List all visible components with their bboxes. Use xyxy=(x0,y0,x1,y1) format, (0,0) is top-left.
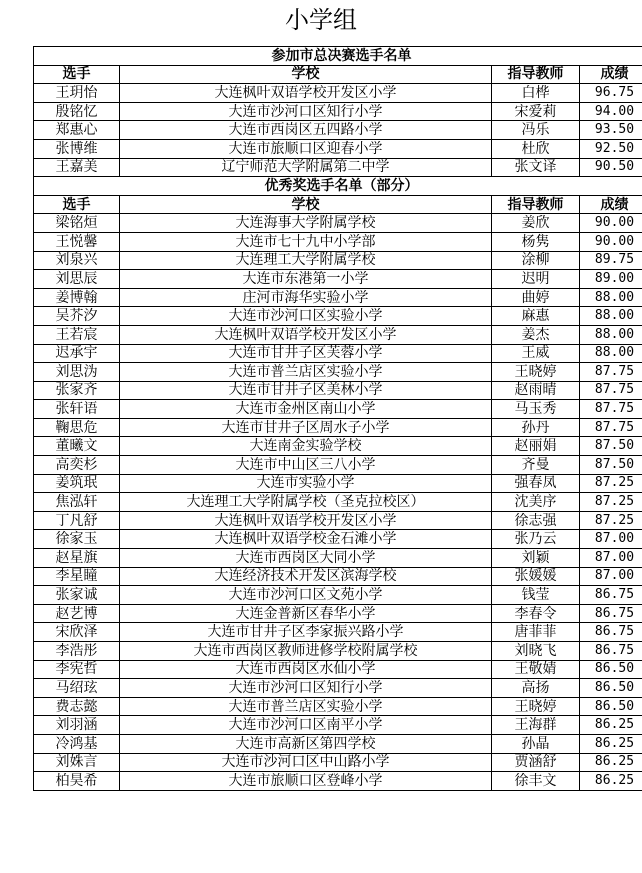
cell-score: 94.00 xyxy=(580,102,642,121)
table-row xyxy=(34,697,642,716)
cell-school: 大连市金州区南山小学 xyxy=(120,400,492,419)
cell-name: 王嘉美 xyxy=(34,158,120,177)
cell-teacher: 高扬 xyxy=(492,679,580,698)
cell-teacher: 王晓婷 xyxy=(492,363,580,382)
cell-score: 88.00 xyxy=(580,325,642,344)
cell-name: 赵艺博 xyxy=(34,604,120,623)
cell-score: 86.25 xyxy=(580,734,642,753)
column-header-score: 成绩 xyxy=(580,65,642,84)
table-row xyxy=(34,121,642,140)
cell-name: 王若宸 xyxy=(34,325,120,344)
cell-score: 88.00 xyxy=(580,288,642,307)
cell-score: 86.25 xyxy=(580,772,642,791)
cell-score: 87.50 xyxy=(580,456,642,475)
cell-teacher: 王海群 xyxy=(492,716,580,735)
cell-name: 张家齐 xyxy=(34,381,120,400)
cell-score: 90.50 xyxy=(580,158,642,177)
cell-school: 大连市旅顺口区登峰小学 xyxy=(120,772,492,791)
cell-school: 大连经济技术开发区滨海学校 xyxy=(120,567,492,586)
cell-score: 86.50 xyxy=(580,697,642,716)
table-row xyxy=(34,288,642,307)
table-row xyxy=(34,549,642,568)
cell-name: 费志懿 xyxy=(34,697,120,716)
column-header-teacher: 指导教师 xyxy=(492,65,580,84)
cell-name: 殷铭忆 xyxy=(34,102,120,121)
table-row xyxy=(34,474,642,493)
cell-name: 梁铭烜 xyxy=(34,214,120,233)
cell-school: 大连市普兰店区实验小学 xyxy=(120,363,492,382)
table-row xyxy=(34,381,642,400)
roster-body xyxy=(34,47,642,791)
table-row xyxy=(34,734,642,753)
cell-score: 90.00 xyxy=(580,232,642,251)
cell-name: 冷鸿基 xyxy=(34,734,120,753)
table-row xyxy=(34,158,642,177)
table-row xyxy=(34,623,642,642)
cell-teacher: 姜杰 xyxy=(492,325,580,344)
cell-teacher: 张媛媛 xyxy=(492,567,580,586)
cell-teacher: 王敬婧 xyxy=(492,660,580,679)
cell-school: 大连理工大学附属学校 xyxy=(120,251,492,270)
cell-teacher: 姜欣 xyxy=(492,214,580,233)
cell-score: 86.75 xyxy=(580,604,642,623)
column-header-row xyxy=(34,65,642,84)
cell-name: 刘泉兴 xyxy=(34,251,120,270)
cell-school: 大连枫叶双语学校金石滩小学 xyxy=(120,530,492,549)
cell-teacher: 王威 xyxy=(492,344,580,363)
cell-teacher: 贾涵舒 xyxy=(492,753,580,772)
cell-name: 李浩彤 xyxy=(34,642,120,661)
cell-teacher: 赵丽娟 xyxy=(492,437,580,456)
cell-teacher: 孙丹 xyxy=(492,418,580,437)
table-row xyxy=(34,307,642,326)
cell-name: 李星瞳 xyxy=(34,567,120,586)
cell-score: 87.75 xyxy=(580,363,642,382)
cell-teacher: 宋爱莉 xyxy=(492,102,580,121)
cell-teacher: 曲婷 xyxy=(492,288,580,307)
cell-score: 86.75 xyxy=(580,586,642,605)
table-row xyxy=(34,437,642,456)
cell-score: 86.75 xyxy=(580,623,642,642)
section-heading-row xyxy=(34,47,642,66)
cell-score: 87.75 xyxy=(580,400,642,419)
cell-teacher: 孙晶 xyxy=(492,734,580,753)
cell-teacher: 李春令 xyxy=(492,604,580,623)
cell-name: 李宪哲 xyxy=(34,660,120,679)
cell-name: 赵星旗 xyxy=(34,549,120,568)
cell-score: 86.25 xyxy=(580,753,642,772)
cell-school: 大连枫叶双语学校开发区小学 xyxy=(120,325,492,344)
cell-score: 86.75 xyxy=(580,642,642,661)
cell-name: 刘思沩 xyxy=(34,363,120,382)
table-row xyxy=(34,102,642,121)
cell-score: 89.75 xyxy=(580,251,642,270)
cell-name: 王玥怡 xyxy=(34,84,120,103)
cell-score: 86.50 xyxy=(580,660,642,679)
cell-name: 吴芥汐 xyxy=(34,307,120,326)
cell-school: 大连市沙河口区文苑小学 xyxy=(120,586,492,605)
cell-school: 大连市沙河口区中山路小学 xyxy=(120,753,492,772)
cell-score: 86.50 xyxy=(580,679,642,698)
cell-school: 大连市甘井子区芙蓉小学 xyxy=(120,344,492,363)
table-row xyxy=(34,400,642,419)
column-header-name: 选手 xyxy=(34,65,120,84)
roster-table xyxy=(33,46,642,791)
cell-school: 大连市西岗区大同小学 xyxy=(120,549,492,568)
table-row xyxy=(34,753,642,772)
cell-teacher: 齐曼 xyxy=(492,456,580,475)
table-row xyxy=(34,232,642,251)
cell-name: 鞠思危 xyxy=(34,418,120,437)
cell-school: 大连市旅顺口区迎春小学 xyxy=(120,139,492,158)
cell-name: 刘羽涵 xyxy=(34,716,120,735)
cell-score: 93.50 xyxy=(580,121,642,140)
table-row xyxy=(34,586,642,605)
cell-name: 姜博翰 xyxy=(34,288,120,307)
cell-name: 刘姝言 xyxy=(34,753,120,772)
cell-school: 大连市沙河口区实验小学 xyxy=(120,307,492,326)
column-header-school: 学校 xyxy=(120,65,492,84)
cell-teacher: 张乃云 xyxy=(492,530,580,549)
cell-name: 迟承宇 xyxy=(34,344,120,363)
cell-teacher: 马玉秀 xyxy=(492,400,580,419)
page-title: 小学组 xyxy=(285,6,357,34)
cell-score: 92.50 xyxy=(580,139,642,158)
column-header-row xyxy=(34,195,642,214)
table-row xyxy=(34,772,642,791)
cell-score: 88.00 xyxy=(580,344,642,363)
section-heading-row xyxy=(34,177,642,196)
table-row xyxy=(34,344,642,363)
cell-teacher: 白桦 xyxy=(492,84,580,103)
cell-score: 87.75 xyxy=(580,381,642,400)
cell-teacher: 迟明 xyxy=(492,270,580,289)
cell-teacher: 徐志强 xyxy=(492,511,580,530)
table-row xyxy=(34,84,642,103)
table-row xyxy=(34,493,642,512)
table-row xyxy=(34,325,642,344)
table-row xyxy=(34,642,642,661)
cell-school: 大连市西岗区教师进修学校附属学校 xyxy=(120,642,492,661)
cell-name: 张轩语 xyxy=(34,400,120,419)
cell-teacher: 唐菲菲 xyxy=(492,623,580,642)
cell-teacher: 冯乐 xyxy=(492,121,580,140)
cell-teacher: 刘颖 xyxy=(492,549,580,568)
table-row xyxy=(34,363,642,382)
cell-school: 大连市西岗区水仙小学 xyxy=(120,660,492,679)
cell-school: 大连市实验小学 xyxy=(120,474,492,493)
cell-school: 大连市西岗区五四路小学 xyxy=(120,121,492,140)
cell-school: 大连金普新区春华小学 xyxy=(120,604,492,623)
cell-name: 柏昊希 xyxy=(34,772,120,791)
cell-name: 徐家玉 xyxy=(34,530,120,549)
cell-teacher: 赵雨晴 xyxy=(492,381,580,400)
cell-score: 87.75 xyxy=(580,418,642,437)
cell-name: 高奕杉 xyxy=(34,456,120,475)
column-header-school: 学校 xyxy=(120,195,492,214)
cell-school: 大连市七十九中小学部 xyxy=(120,232,492,251)
cell-school: 大连南金实验学校 xyxy=(120,437,492,456)
cell-score: 87.25 xyxy=(580,511,642,530)
cell-score: 90.00 xyxy=(580,214,642,233)
cell-school: 大连市高新区第四学校 xyxy=(120,734,492,753)
table-row xyxy=(34,716,642,735)
cell-school: 大连枫叶双语学校开发区小学 xyxy=(120,511,492,530)
section-heading: 参加市总决赛选手名单 xyxy=(34,47,642,66)
table-row xyxy=(34,660,642,679)
column-header-score: 成绩 xyxy=(580,195,642,214)
table-row xyxy=(34,530,642,549)
cell-score: 87.25 xyxy=(580,474,642,493)
cell-name: 刘思辰 xyxy=(34,270,120,289)
cell-score: 87.25 xyxy=(580,493,642,512)
cell-name: 宋欣泽 xyxy=(34,623,120,642)
cell-teacher: 麻惠 xyxy=(492,307,580,326)
cell-name: 焦泓轩 xyxy=(34,493,120,512)
cell-score: 87.50 xyxy=(580,437,642,456)
table-row xyxy=(34,270,642,289)
table-row xyxy=(34,139,642,158)
cell-teacher: 涂柳 xyxy=(492,251,580,270)
cell-teacher: 刘晓飞 xyxy=(492,642,580,661)
table-row xyxy=(34,418,642,437)
cell-school: 大连市普兰店区实验小学 xyxy=(120,697,492,716)
cell-score: 88.00 xyxy=(580,307,642,326)
cell-school: 大连市沙河口区知行小学 xyxy=(120,679,492,698)
cell-teacher: 强春凤 xyxy=(492,474,580,493)
cell-name: 董曦文 xyxy=(34,437,120,456)
cell-teacher: 张文译 xyxy=(492,158,580,177)
cell-school: 辽宁师范大学附属第二中学 xyxy=(120,158,492,177)
cell-name: 张博维 xyxy=(34,139,120,158)
cell-teacher: 杨隽 xyxy=(492,232,580,251)
cell-teacher: 王晓婷 xyxy=(492,697,580,716)
cell-teacher: 沈美序 xyxy=(492,493,580,512)
cell-school: 大连枫叶双语学校开发区小学 xyxy=(120,84,492,103)
cell-school: 大连市沙河口区南平小学 xyxy=(120,716,492,735)
cell-school: 大连理工大学附属学校（圣克拉校区） xyxy=(120,493,492,512)
table-row xyxy=(34,456,642,475)
cell-name: 王悦馨 xyxy=(34,232,120,251)
cell-school: 大连市东港第一小学 xyxy=(120,270,492,289)
cell-teacher: 徐丰文 xyxy=(492,772,580,791)
cell-school: 大连市甘井子区李家振兴路小学 xyxy=(120,623,492,642)
column-header-teacher: 指导教师 xyxy=(492,195,580,214)
cell-score: 87.00 xyxy=(580,549,642,568)
cell-name: 丁凡舒 xyxy=(34,511,120,530)
table-row xyxy=(34,679,642,698)
table-row xyxy=(34,567,642,586)
cell-name: 姜筑珉 xyxy=(34,474,120,493)
column-header-name: 选手 xyxy=(34,195,120,214)
cell-score: 87.00 xyxy=(580,530,642,549)
cell-name: 郑惠心 xyxy=(34,121,120,140)
table-row xyxy=(34,604,642,623)
cell-score: 89.00 xyxy=(580,270,642,289)
cell-school: 大连海事大学附属学校 xyxy=(120,214,492,233)
cell-score: 86.25 xyxy=(580,716,642,735)
cell-school: 大连市中山区三八小学 xyxy=(120,456,492,475)
section-heading: 优秀奖选手名单（部分） xyxy=(34,177,642,196)
cell-score: 96.75 xyxy=(580,84,642,103)
table-row xyxy=(34,251,642,270)
cell-name: 马绍玹 xyxy=(34,679,120,698)
cell-school: 庄河市海华实验小学 xyxy=(120,288,492,307)
cell-teacher: 杜欣 xyxy=(492,139,580,158)
cell-school: 大连市甘井子区美林小学 xyxy=(120,381,492,400)
cell-name: 张家诚 xyxy=(34,586,120,605)
cell-teacher: 钱莹 xyxy=(492,586,580,605)
cell-school: 大连市甘井子区周水子小学 xyxy=(120,418,492,437)
table-row xyxy=(34,511,642,530)
cell-score: 87.00 xyxy=(580,567,642,586)
table-row xyxy=(34,214,642,233)
cell-school: 大连市沙河口区知行小学 xyxy=(120,102,492,121)
